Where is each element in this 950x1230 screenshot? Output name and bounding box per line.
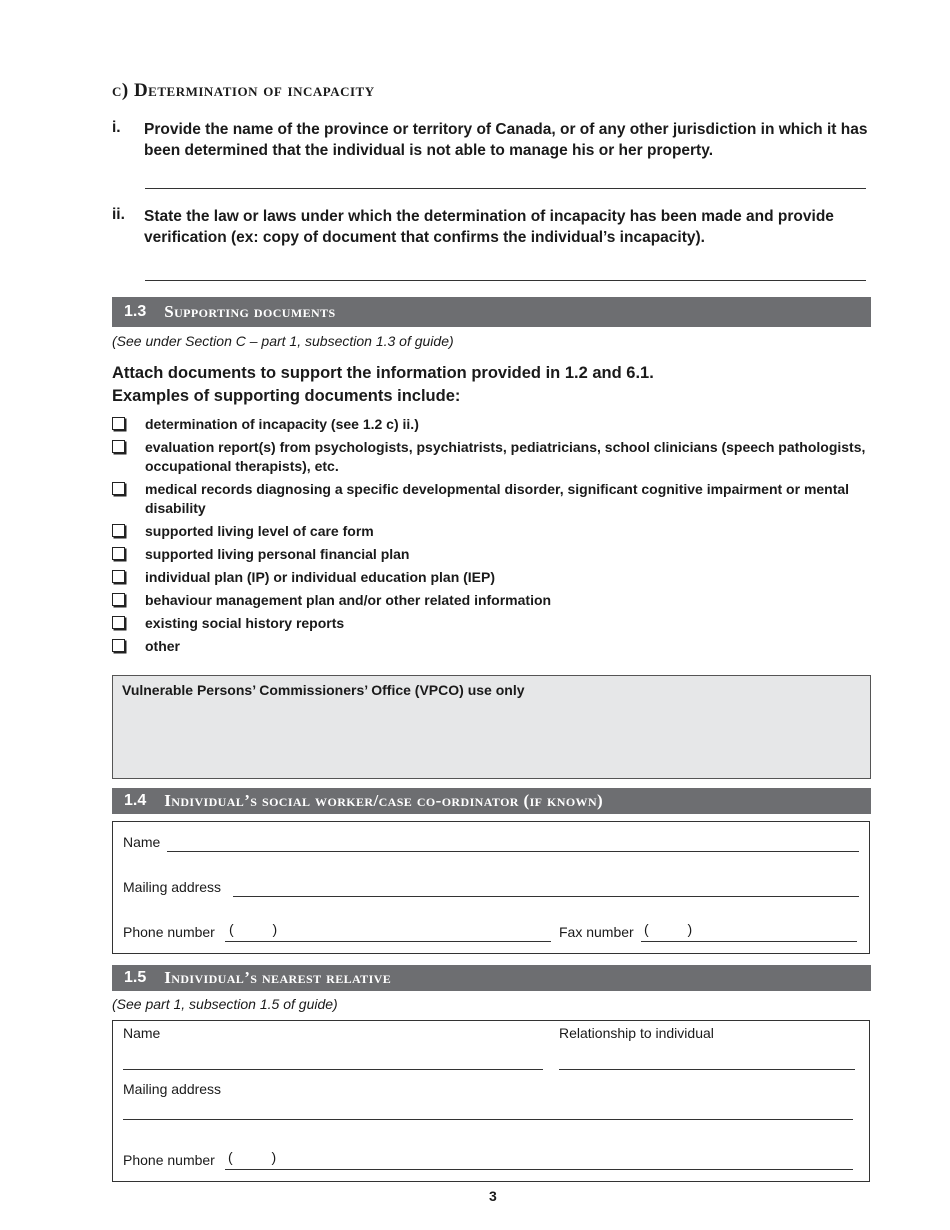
vpco-label: Vulnerable Persons’ Commissioners’ Office (VPCO) use only xyxy=(122,682,525,698)
section-number: 1.5 xyxy=(124,969,147,986)
checklist-item xyxy=(112,480,872,518)
checklist-item xyxy=(112,568,872,587)
relative-name-field[interactable] xyxy=(123,1069,543,1070)
section-number: 1.3 xyxy=(124,303,147,320)
checklist-item-label: evaluation report(s) from psychologists, psychiatrists, pediatricians, school clinicians (speech pathologists, occupational therapists), etc. xyxy=(145,439,866,474)
relative-phone-field[interactable] xyxy=(225,1169,853,1170)
supporting-documents-header xyxy=(112,297,871,327)
nearest-relative-box xyxy=(112,1020,870,1182)
question-i-answer-line[interactable] xyxy=(145,188,866,189)
name-field[interactable] xyxy=(167,851,859,852)
checklist-item-label: existing social history reports xyxy=(145,615,345,631)
phone-number-label: Phone number xyxy=(123,924,215,940)
checklist-item xyxy=(112,637,872,656)
relative-phone-label: Phone number xyxy=(123,1152,215,1168)
question-ii-text: State the law or laws under which the determination of incapacity has been made and provide verification (ex: copy of document that confirms the individual’s incapacity). xyxy=(144,208,834,246)
checklist-item-label: determination of incapacity (see 1.2 c) ii.) xyxy=(145,416,419,432)
social-worker-header xyxy=(112,788,871,814)
relationship-label: Relationship to individual xyxy=(559,1025,714,1041)
checklist-item-label: individual plan (IP) or individual education plan (IEP) xyxy=(145,569,496,585)
relative-mailing-address-field[interactable] xyxy=(123,1119,853,1120)
checklist-item-label: other xyxy=(145,638,180,654)
checkbox[interactable] xyxy=(112,440,125,453)
nearest-relative-header xyxy=(112,965,871,991)
checklist-item xyxy=(112,614,872,633)
relative-mailing-address-label: Mailing address xyxy=(123,1081,222,1097)
determination-heading: c) Determination of incapacity xyxy=(112,80,375,101)
attach-line-1: Attach documents to support the information provided in 1.2 and 6.1. xyxy=(112,364,654,382)
fax-area-code: ( ) xyxy=(644,921,693,937)
checkbox[interactable] xyxy=(112,593,125,606)
checkbox[interactable] xyxy=(112,524,125,537)
checklist-item xyxy=(112,415,872,434)
checklist-item xyxy=(112,545,872,564)
section-number: 1.4 xyxy=(124,792,147,809)
checkbox[interactable] xyxy=(112,482,125,495)
relative-name-label: Name xyxy=(123,1025,161,1041)
relative-phone-area-code: ( ) xyxy=(228,1149,277,1165)
social-worker-box xyxy=(112,821,870,954)
checklist-item-label: supported living personal financial plan xyxy=(145,546,410,562)
checkbox[interactable] xyxy=(112,616,125,629)
phone-number-field[interactable] xyxy=(225,941,551,942)
checklist-item-label: medical records diagnosing a specific developmental disorder, significant cognitive impairment or mental disability xyxy=(145,481,850,516)
question-i-text: Provide the name of the province or territory of Canada, or of any other jurisdiction in which it has been determined that the individual is not able to manage his or her property. xyxy=(144,121,868,159)
checklist-item xyxy=(112,591,872,610)
section-title: Supporting documents xyxy=(164,302,336,321)
name-label: Name xyxy=(123,834,161,850)
checkbox[interactable] xyxy=(112,570,125,583)
supporting-guide-note: (See under Section C – part 1, subsection 1.3 of guide) xyxy=(112,333,454,349)
question-i-number: i. xyxy=(112,119,121,136)
question-ii-answer-line[interactable] xyxy=(145,280,866,281)
relationship-field[interactable] xyxy=(559,1069,855,1070)
checkbox[interactable] xyxy=(112,547,125,560)
supporting-documents-checklist xyxy=(112,415,872,656)
section-title: Individual’s social worker/case co-ordinator (if known) xyxy=(164,791,604,810)
fax-number-label: Fax number xyxy=(559,924,634,940)
fax-number-field[interactable] xyxy=(641,941,857,942)
attach-line-2: Examples of supporting documents include: xyxy=(112,387,461,405)
checklist-item xyxy=(112,438,872,476)
attach-instruction xyxy=(112,362,654,408)
checkbox[interactable] xyxy=(112,417,125,430)
checklist-item xyxy=(112,522,872,541)
checklist-item-label: behaviour management plan and/or other related information xyxy=(145,592,552,608)
phone-area-code: ( ) xyxy=(229,921,278,937)
checklist-item-label: supported living level of care form xyxy=(145,523,374,539)
relative-guide-note: (See part 1, subsection 1.5 of guide) xyxy=(112,996,338,1012)
checkbox[interactable] xyxy=(112,639,125,652)
section-title: Individual’s nearest relative xyxy=(164,968,392,987)
vpco-use-only-box xyxy=(112,675,871,779)
mailing-address-label: Mailing address xyxy=(123,879,222,895)
page-number: 3 xyxy=(489,1188,497,1204)
mailing-address-field[interactable] xyxy=(233,896,859,897)
question-ii-number: ii. xyxy=(112,206,125,223)
